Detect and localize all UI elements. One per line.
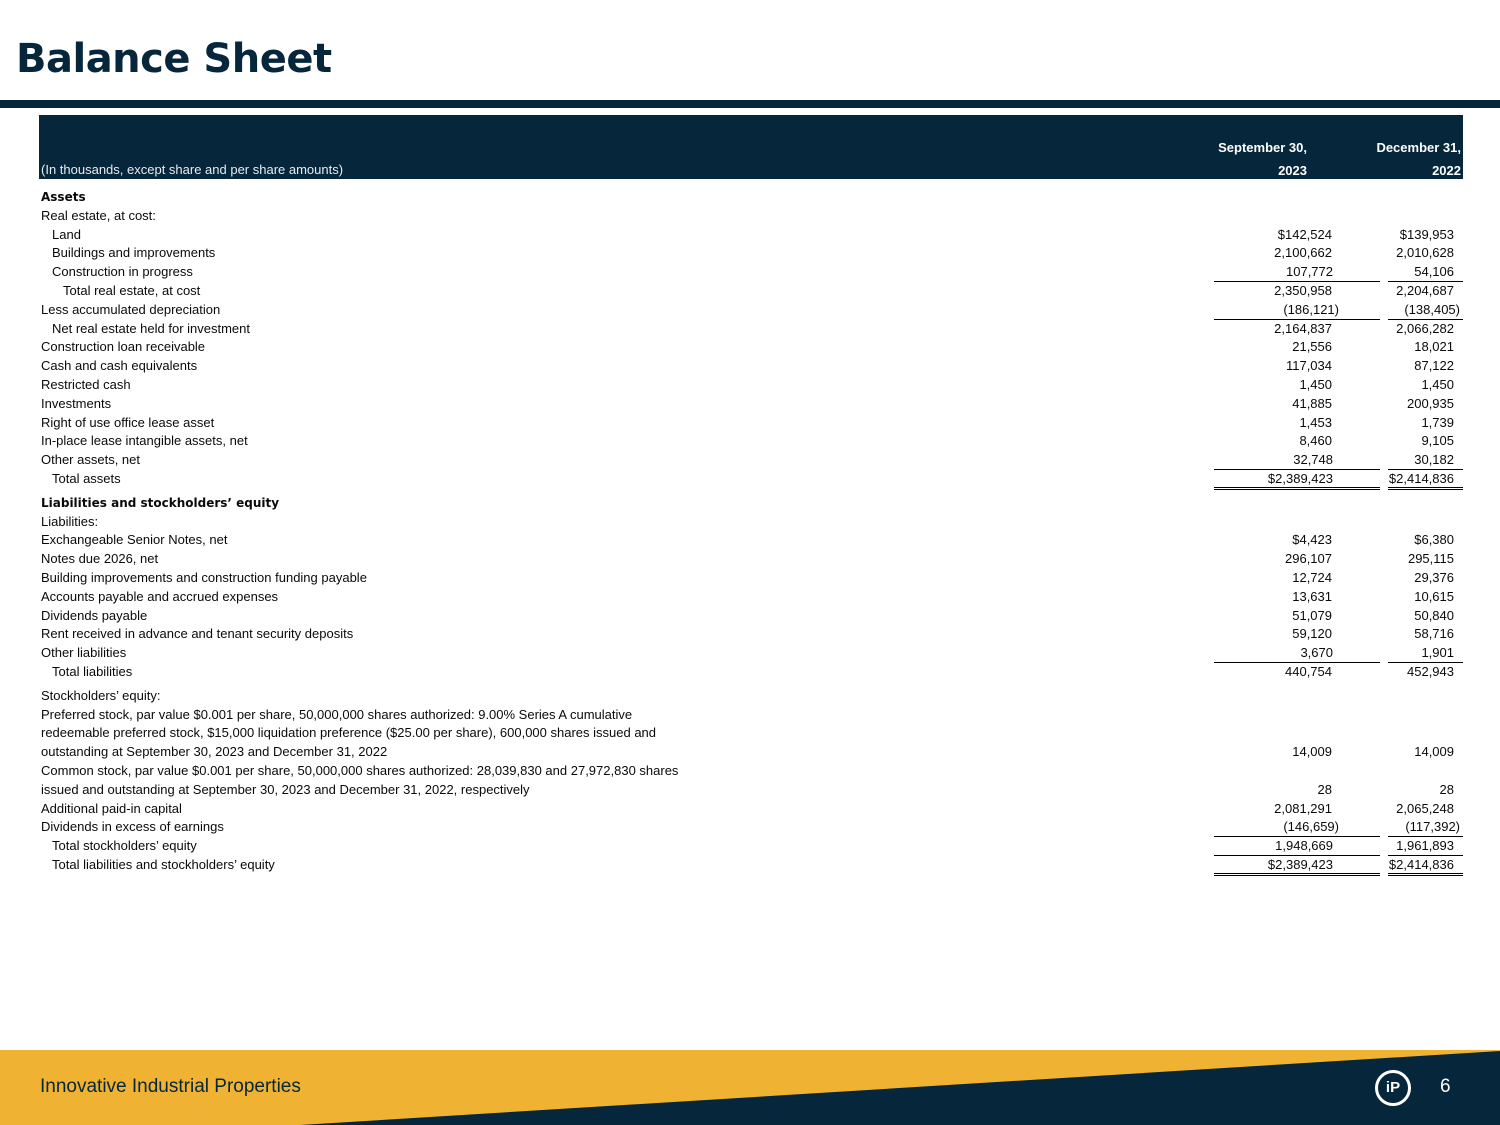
table-row [41,244,1463,263]
value-2022: 1,450 [1421,376,1454,392]
table-row [41,494,1463,513]
row-label: Net real estate held for investment [52,320,250,336]
column-header-sep-2023 [1199,136,1307,182]
row-label: Accounts payable and accrued expenses [41,588,279,604]
table-row [41,226,1463,245]
company-logo-icon: iP [1375,1070,1411,1106]
value-2023: 2,164,837 [1274,320,1332,336]
row-label: Additional paid-in capital [41,800,182,816]
value-2022: 30,182 [1388,451,1463,470]
value-2022: 9,105 [1421,433,1454,449]
table-row [41,724,1463,743]
table-row [41,282,1463,301]
value-2022: 58,716 [1414,626,1454,642]
value-2023: 51,079 [1292,607,1332,623]
value-2023: 107,772 [1214,263,1380,282]
value-2022: 295,115 [1407,551,1454,567]
value-2022: (138,405) [1388,301,1463,320]
row-label: Restricted cash [41,376,131,392]
value-2023: 296,107 [1285,551,1332,567]
column-header-dec-2022-line2: 2022 [1432,163,1461,178]
company-name: Innovative Industrial Properties [40,1076,301,1097]
row-label: Dividends payable [41,607,148,623]
row-label: In-place lease intangible assets, net [41,433,248,449]
table-header [39,115,1463,179]
value-2023: 28 [1317,781,1332,797]
row-label: issued and outstanding at September 30, 2023 and December 31, 2022, respectively [41,781,530,797]
units-note: (In thousands, except share and per share amounts) [41,162,344,177]
value-2022: 1,961,893 [1388,837,1463,856]
table-row [41,531,1463,550]
column-header-dec-2022 [1329,136,1461,182]
table-row [41,743,1463,762]
value-2023: 117,034 [1285,358,1332,374]
row-label: Less accumulated depreciation [41,301,221,317]
table-row [41,188,1463,207]
value-2023: (186,121) [1214,301,1380,320]
row-label: Investments [41,395,112,411]
value-2023: 2,100,662 [1274,245,1332,261]
value-2022: 2,204,687 [1396,282,1454,298]
table-row [41,800,1463,819]
title-divider [0,100,1500,108]
table-row [41,837,1463,856]
row-label: Construction loan receivable [41,339,206,355]
column-header-dec-2022-line1: December 31, [1376,140,1461,155]
value-2022: 2,010,628 [1396,245,1454,261]
table-row [41,569,1463,588]
value-2023: $2,389,423 [1214,470,1380,490]
value-2022: 452,943 [1407,663,1454,679]
value-2023: 59,120 [1292,626,1332,642]
value-2023: 3,670 [1214,644,1380,663]
page-title: Balance Sheet [16,36,332,82]
balance-sheet-table [41,188,1463,875]
row-label: Assets [41,190,86,204]
value-2022: 1,739 [1421,414,1454,430]
table-row [41,644,1463,663]
row-label: Cash and cash equivalents [41,358,198,374]
value-2022: 14,009 [1414,744,1454,760]
table-row [41,263,1463,282]
column-header-sep-2023-line2: 2023 [1278,163,1307,178]
row-label: outstanding at September 30, 2023 and December 31, 2022 [41,744,388,760]
table-row [41,207,1463,226]
value-2023: 2,350,958 [1274,282,1332,298]
table-row [41,781,1463,800]
row-label: Notes due 2026, net [41,551,159,567]
value-2023: 12,724 [1292,569,1332,585]
table-row [41,607,1463,626]
value-2022: 10,615 [1414,588,1454,604]
value-2023: 21,556 [1292,339,1332,355]
row-label: Total real estate, at cost [63,282,201,298]
value-2022: 18,021 [1414,339,1454,355]
table-row [41,395,1463,414]
value-2022: 1,901 [1388,644,1463,663]
value-2022: 50,840 [1414,607,1454,623]
table-row [41,818,1463,837]
value-2022: 28 [1439,781,1454,797]
row-label: Dividends in excess of earnings [41,819,224,835]
table-row [41,762,1463,781]
value-2023: 8,460 [1299,433,1332,449]
table-row [41,706,1463,725]
row-label: Construction in progress [52,264,193,280]
row-label: Rent received in advance and tenant security deposits [41,626,354,642]
value-2022: $139,953 [1399,226,1454,242]
column-header-sep-2023-line1: September 30, [1218,140,1307,155]
table-row [41,550,1463,569]
value-2022: 54,106 [1388,263,1463,282]
row-label: Total liabilities [52,663,133,679]
table-row [41,301,1463,320]
row-label: Land [52,226,81,242]
row-label: Other liabilities [41,645,127,661]
value-2022: 2,066,282 [1396,320,1454,336]
value-2023: 440,754 [1285,663,1332,679]
table-row [41,338,1463,357]
table-row [41,432,1463,451]
value-2023: 41,885 [1292,395,1332,411]
value-2023: $142,524 [1277,226,1332,242]
value-2023: 13,631 [1292,588,1332,604]
table-row [41,376,1463,395]
row-label: Right of use office lease asset [41,414,215,430]
value-2022: $2,414,836 [1388,470,1463,490]
row-label: Liabilities: [41,513,99,529]
table-row [41,856,1463,875]
table-row [41,320,1463,339]
row-label: Preferred stock, par value $0.001 per share, 50,000,000 shares authorized: 9.00% Series A cumulative [41,706,633,722]
value-2023: 2,081,291 [1274,800,1332,816]
table-row [41,687,1463,706]
table-row [41,451,1463,470]
value-2023: 14,009 [1292,744,1332,760]
row-label: Building improvements and construction funding payable [41,569,367,585]
value-2022: 29,376 [1414,569,1454,585]
row-label: Liabilities and stockholders’ equity [41,495,280,510]
page-number: 6 [1440,1076,1451,1097]
row-label: Buildings and improvements [52,245,216,261]
value-2022: 200,935 [1407,395,1454,411]
row-label: redeemable preferred stock, $15,000 liquidation preference ($25.00 per share), 600,000 shares issued and [41,725,657,741]
value-2022: (117,392) [1388,818,1463,837]
value-2023: 1,948,669 [1214,837,1380,856]
table-row [41,513,1463,532]
row-label: Common stock, par value $0.001 per share, 50,000,000 shares authorized: 28,039,830 and 27,972,830 shares [41,762,679,778]
value-2022: $6,380 [1414,532,1454,548]
row-label: Total assets [52,470,121,486]
table-row [41,663,1463,682]
row-label: Real estate, at cost: [41,207,156,223]
value-2022: 2,065,248 [1396,800,1454,816]
table-row [41,588,1463,607]
value-2023: $2,389,423 [1214,856,1380,876]
value-2023: $4,423 [1292,532,1332,548]
table-row [41,625,1463,644]
value-2023: 1,450 [1299,376,1332,392]
row-label: Exchangeable Senior Notes, net [41,532,228,548]
value-2023: 32,748 [1214,451,1380,470]
value-2022: $2,414,836 [1388,856,1463,876]
value-2022: 87,122 [1414,358,1454,374]
row-label: Total liabilities and stockholders’ equity [52,856,275,872]
table-row [41,414,1463,433]
row-label: Other assets, net [41,452,140,468]
table-row [41,357,1463,376]
table-row [41,470,1463,489]
value-2023: 1,453 [1299,414,1332,430]
value-2023: (146,659) [1214,818,1380,837]
row-label: Stockholders’ equity: [41,687,161,703]
row-label: Total stockholders’ equity [52,838,197,854]
